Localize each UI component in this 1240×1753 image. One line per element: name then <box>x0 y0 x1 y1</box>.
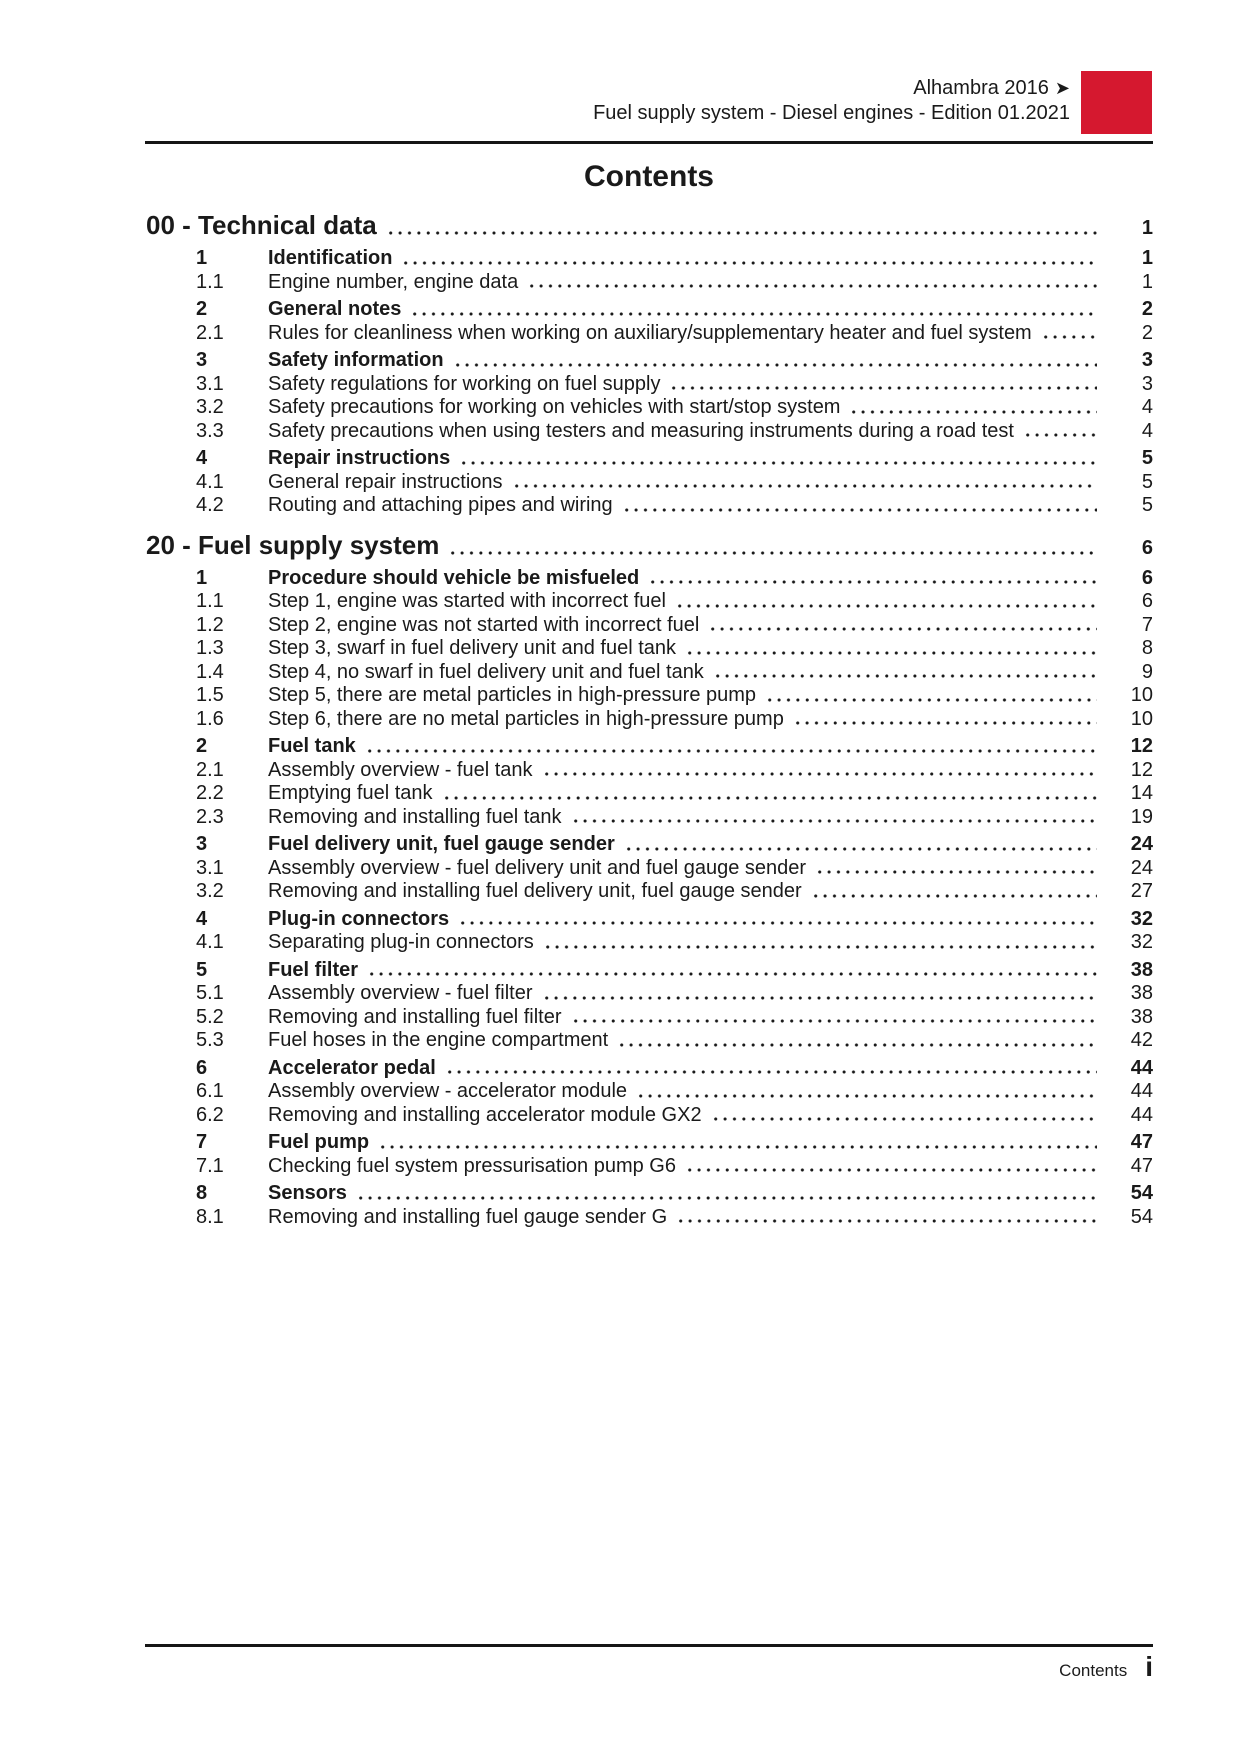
toc-entry <box>146 1206 1153 1230</box>
entry-title: Assembly overview - fuel delivery unit and fuel gauge sender <box>268 856 807 879</box>
entry-page-number: 32 <box>1130 931 1153 953</box>
entry-number: 3.2 <box>196 880 224 902</box>
entry-page-number: 6 <box>1141 590 1153 612</box>
entry-title: Assembly overview - fuel filter <box>268 982 533 1004</box>
entry-number: 3.1 <box>196 372 224 395</box>
entry-number: 3.3 <box>196 419 224 442</box>
dot-leader <box>512 471 1097 495</box>
entry-number: 5.1 <box>196 982 224 1004</box>
chapter-page-number: 1 <box>1141 217 1153 239</box>
toc-entry <box>146 1029 1153 1053</box>
toc-entry <box>146 322 1153 346</box>
dot-leader <box>622 494 1097 518</box>
entry-number: 1.2 <box>196 613 224 636</box>
dot-leader <box>1023 420 1097 444</box>
dot-leader <box>711 1104 1097 1128</box>
dot-leader <box>849 396 1097 420</box>
toc-entry <box>146 420 1153 444</box>
entry-number: 1.3 <box>196 637 224 659</box>
toc-entry <box>146 298 1153 322</box>
toc-entry <box>146 1155 1153 1179</box>
header-line-1 <box>593 76 1070 101</box>
entry-title: Routing and attaching pipes and wiring <box>268 494 613 516</box>
dot-leader <box>571 1006 1098 1030</box>
chapter-page-number: 6 <box>1141 536 1153 559</box>
entry-title: Separating plug-in connectors <box>268 931 534 953</box>
toc-entry <box>146 959 1153 983</box>
toc-entry <box>146 661 1153 685</box>
toc-entry <box>146 396 1153 420</box>
dot-leader <box>675 590 1097 614</box>
entry-page-number: 5 <box>1141 470 1153 493</box>
entry-page-number: 10 <box>1130 707 1153 730</box>
entry-title: Step 1, engine was started with incorrect fuel <box>268 590 666 612</box>
entry-number: 4.1 <box>196 931 224 953</box>
entry-number: 3 <box>196 349 208 371</box>
toc-entry <box>146 857 1153 881</box>
entry-number: 6 <box>196 1056 208 1079</box>
entry-number: 1.1 <box>196 590 224 612</box>
dot-leader <box>365 735 1097 759</box>
toc-entry <box>146 247 1153 271</box>
entry-page-number: 8 <box>1141 637 1153 659</box>
dot-leader <box>624 833 1097 857</box>
entry-title: Step 5, there are metal particles in high-pressure pump <box>268 684 757 706</box>
dot-leader <box>378 1131 1097 1155</box>
entry-number: 6.2 <box>196 1103 224 1126</box>
entry-page-number: 19 <box>1130 805 1153 828</box>
toc-entry <box>146 447 1153 471</box>
chapter-label: 20 - Fuel supply system <box>146 529 440 560</box>
entry-page-number: 47 <box>1130 1154 1153 1177</box>
entry-page-number: 9 <box>1141 660 1153 683</box>
entry-title: Step 6, there are no metal particles in high-pressure pump <box>268 707 784 730</box>
page-title: Contents <box>584 160 714 193</box>
toc-chapter-heading <box>146 530 1153 563</box>
toc-entry <box>146 833 1153 857</box>
dot-leader <box>453 349 1097 373</box>
entry-number: 1.6 <box>196 707 224 730</box>
dot-leader <box>636 1080 1097 1104</box>
dot-leader <box>542 982 1097 1006</box>
toc-entry <box>146 590 1153 614</box>
entry-title: Removing and installing accelerator module GX2 <box>268 1103 702 1126</box>
footer-divider <box>145 1644 1153 1647</box>
toc-entry <box>146 982 1153 1006</box>
toc-entry <box>146 782 1153 806</box>
entry-title: Safety regulations for working on fuel supply <box>268 372 661 395</box>
dot-leader <box>459 447 1097 471</box>
entry-page-number: 38 <box>1130 958 1153 981</box>
entry-page-number: 5 <box>1141 494 1153 516</box>
entry-title: Step 3, swarf in fuel delivery unit and fuel tank <box>268 637 677 659</box>
entry-number: 5 <box>196 958 208 981</box>
entry-number: 2.2 <box>196 782 224 804</box>
page-header <box>593 76 1070 126</box>
entry-number: 4 <box>196 907 208 930</box>
entry-title: Accelerator pedal <box>268 1056 436 1079</box>
entry-title: Identification <box>268 247 393 269</box>
entry-title: Removing and installing fuel filter <box>268 1005 562 1028</box>
dot-leader <box>685 1155 1097 1179</box>
toc-entry <box>146 1006 1153 1030</box>
toc-entry <box>146 373 1153 397</box>
dot-leader <box>386 210 1097 243</box>
toc-entry <box>146 1080 1153 1104</box>
toc-entry <box>146 637 1153 661</box>
entry-number: 4.1 <box>196 470 224 493</box>
entry-number: 7.1 <box>196 1154 224 1177</box>
entry-page-number: 32 <box>1130 907 1153 930</box>
entry-number: 8 <box>196 1182 208 1204</box>
toc-entry <box>146 567 1153 591</box>
entry-number: 1.1 <box>196 270 224 293</box>
entry-title: Fuel filter <box>268 958 359 981</box>
entry-number: 6.1 <box>196 1080 224 1102</box>
entry-page-number: 12 <box>1130 735 1153 757</box>
toc-entry <box>146 735 1153 759</box>
entry-page-number: 1 <box>1141 270 1153 293</box>
entry-number: 5.2 <box>196 1005 224 1028</box>
dot-leader <box>571 806 1097 830</box>
entry-title: Engine number, engine data <box>268 270 519 293</box>
toc-entry <box>146 349 1153 373</box>
dot-leader <box>811 880 1097 904</box>
toc-entry <box>146 271 1153 295</box>
entry-page-number: 6 <box>1141 566 1153 589</box>
entry-page-number: 10 <box>1130 684 1153 706</box>
dot-leader <box>669 373 1097 397</box>
entry-page-number: 47 <box>1130 1131 1153 1153</box>
entry-title: Step 4, no swarf in fuel delivery unit and fuel tank <box>268 660 704 683</box>
entry-page-number: 42 <box>1130 1029 1153 1051</box>
entry-page-number: 2 <box>1141 298 1153 320</box>
toc-entry <box>146 1057 1153 1081</box>
entry-page-number: 1 <box>1141 247 1153 269</box>
toc-chapter-heading <box>146 210 1153 243</box>
entry-title: Safety information <box>268 349 444 371</box>
dot-leader <box>448 530 1097 563</box>
page-footer <box>1059 1653 1153 1681</box>
footer-section-label: Contents <box>1059 1661 1128 1680</box>
toc-chapter-1 <box>146 530 1153 1230</box>
entry-title: Fuel hoses in the engine compartment <box>268 1029 609 1051</box>
entry-title: Fuel delivery unit, fuel gauge sender <box>268 833 615 855</box>
entry-number: 4.2 <box>196 494 224 516</box>
entry-number: 4 <box>196 447 208 469</box>
entry-number: 8.1 <box>196 1205 224 1228</box>
header-line-2: Fuel supply system - Diesel engines - Edition 01.2021 <box>593 102 1070 124</box>
toc-entry <box>146 708 1153 732</box>
entry-title: Step 2, engine was not started with incorrect fuel <box>268 613 700 636</box>
entry-page-number: 5 <box>1141 447 1153 469</box>
dot-leader <box>542 759 1097 783</box>
toc-entry <box>146 806 1153 830</box>
entry-number: 1 <box>196 566 208 589</box>
entry-title: Removing and installing fuel gauge sender G <box>268 1205 668 1228</box>
dot-leader <box>648 567 1097 591</box>
entry-title: Sensors <box>268 1182 347 1204</box>
entry-title: Fuel pump <box>268 1131 370 1153</box>
entry-number: 2 <box>196 735 208 757</box>
dot-leader <box>685 637 1097 661</box>
entry-page-number: 54 <box>1130 1182 1153 1204</box>
dot-leader <box>367 959 1097 983</box>
entry-page-number: 44 <box>1130 1103 1153 1126</box>
entry-number: 2 <box>196 298 208 320</box>
table-of-contents <box>146 198 1153 1229</box>
dot-leader <box>676 1206 1097 1230</box>
entry-number: 3 <box>196 833 208 855</box>
entry-number: 2.1 <box>196 758 224 781</box>
entry-title: Assembly overview - accelerator module <box>268 1080 628 1102</box>
entry-title: Safety precautions when using testers and measuring instruments during a road test <box>268 419 1014 442</box>
entry-page-number: 27 <box>1130 880 1153 902</box>
brand-logo <box>1081 71 1152 134</box>
toc-entry <box>146 614 1153 638</box>
entry-title: Assembly overview - fuel tank <box>268 758 533 781</box>
dot-leader <box>410 298 1097 322</box>
entry-title: Fuel tank <box>268 735 356 757</box>
dot-leader <box>356 1182 1097 1206</box>
entry-number: 1.5 <box>196 684 224 706</box>
dot-leader <box>1041 322 1097 346</box>
entry-number: 5.3 <box>196 1029 224 1051</box>
entry-page-number: 38 <box>1130 1005 1153 1028</box>
entry-page-number: 3 <box>1141 372 1153 395</box>
entry-title: Removing and installing fuel delivery unit, fuel gauge sender <box>268 880 802 902</box>
entry-page-number: 7 <box>1141 613 1153 636</box>
toc-entry <box>146 1104 1153 1128</box>
entry-page-number: 24 <box>1130 833 1153 855</box>
dot-leader <box>445 1057 1097 1081</box>
entry-number: 3.1 <box>196 856 224 879</box>
footer-page-number: i <box>1145 1651 1153 1682</box>
dot-leader <box>442 782 1097 806</box>
dot-leader <box>458 908 1097 932</box>
entry-number: 3.2 <box>196 396 224 418</box>
toc-entry <box>146 1182 1153 1206</box>
dot-leader <box>527 271 1097 295</box>
entry-page-number: 4 <box>1141 396 1153 418</box>
dot-leader <box>713 661 1097 685</box>
entry-number: 7 <box>196 1131 208 1153</box>
toc-entry <box>146 1131 1153 1155</box>
toc-entry <box>146 494 1153 518</box>
chapter-label: 00 - Technical data <box>146 210 377 240</box>
entry-number: 1.4 <box>196 660 224 683</box>
toc-entry <box>146 931 1153 955</box>
entry-title: Safety precautions for working on vehicles with start/stop system <box>268 396 841 418</box>
entry-page-number: 44 <box>1130 1080 1153 1102</box>
dot-leader <box>401 247 1097 271</box>
toc-entry <box>146 880 1153 904</box>
toc-entry <box>146 759 1153 783</box>
entry-page-number: 24 <box>1130 856 1153 879</box>
entry-title: Rules for cleanliness when working on auxiliary/supplementary heater and fuel system <box>268 321 1032 344</box>
entry-page-number: 14 <box>1130 782 1153 804</box>
entry-page-number: 54 <box>1130 1205 1153 1228</box>
dot-leader <box>765 684 1097 708</box>
dot-leader <box>815 857 1097 881</box>
entry-title: Removing and installing fuel tank <box>268 805 562 828</box>
entry-title: Plug-in connectors <box>268 907 450 930</box>
entry-page-number: 38 <box>1130 982 1153 1004</box>
entry-number: 1 <box>196 247 208 269</box>
forward-arrow-icon: ➤ <box>1054 78 1070 98</box>
entry-number: 2.3 <box>196 805 224 828</box>
entry-page-number: 12 <box>1130 758 1153 781</box>
entry-title: Procedure should vehicle be misfueled <box>268 566 640 589</box>
entry-title: Emptying fuel tank <box>268 782 433 804</box>
model-name: Alhambra 2016 <box>913 77 1049 99</box>
toc-entry <box>146 908 1153 932</box>
toc-chapter-0 <box>146 210 1153 518</box>
entry-page-number: 3 <box>1141 349 1153 371</box>
entry-title: General notes <box>268 298 402 320</box>
entry-page-number: 2 <box>1141 321 1153 344</box>
dot-leader <box>543 931 1097 955</box>
entry-title: Repair instructions <box>268 447 451 469</box>
header-divider <box>145 141 1153 144</box>
toc-entry <box>146 471 1153 495</box>
entry-page-number: 44 <box>1130 1056 1153 1079</box>
entry-number: 2.1 <box>196 321 224 344</box>
entry-page-number: 4 <box>1141 419 1153 442</box>
entry-title: Checking fuel system pressurisation pump G6 <box>268 1154 676 1177</box>
entry-title: General repair instructions <box>268 470 503 493</box>
dot-leader <box>793 708 1097 732</box>
dot-leader <box>617 1029 1097 1053</box>
toc-entry <box>146 684 1153 708</box>
dot-leader <box>708 614 1097 638</box>
